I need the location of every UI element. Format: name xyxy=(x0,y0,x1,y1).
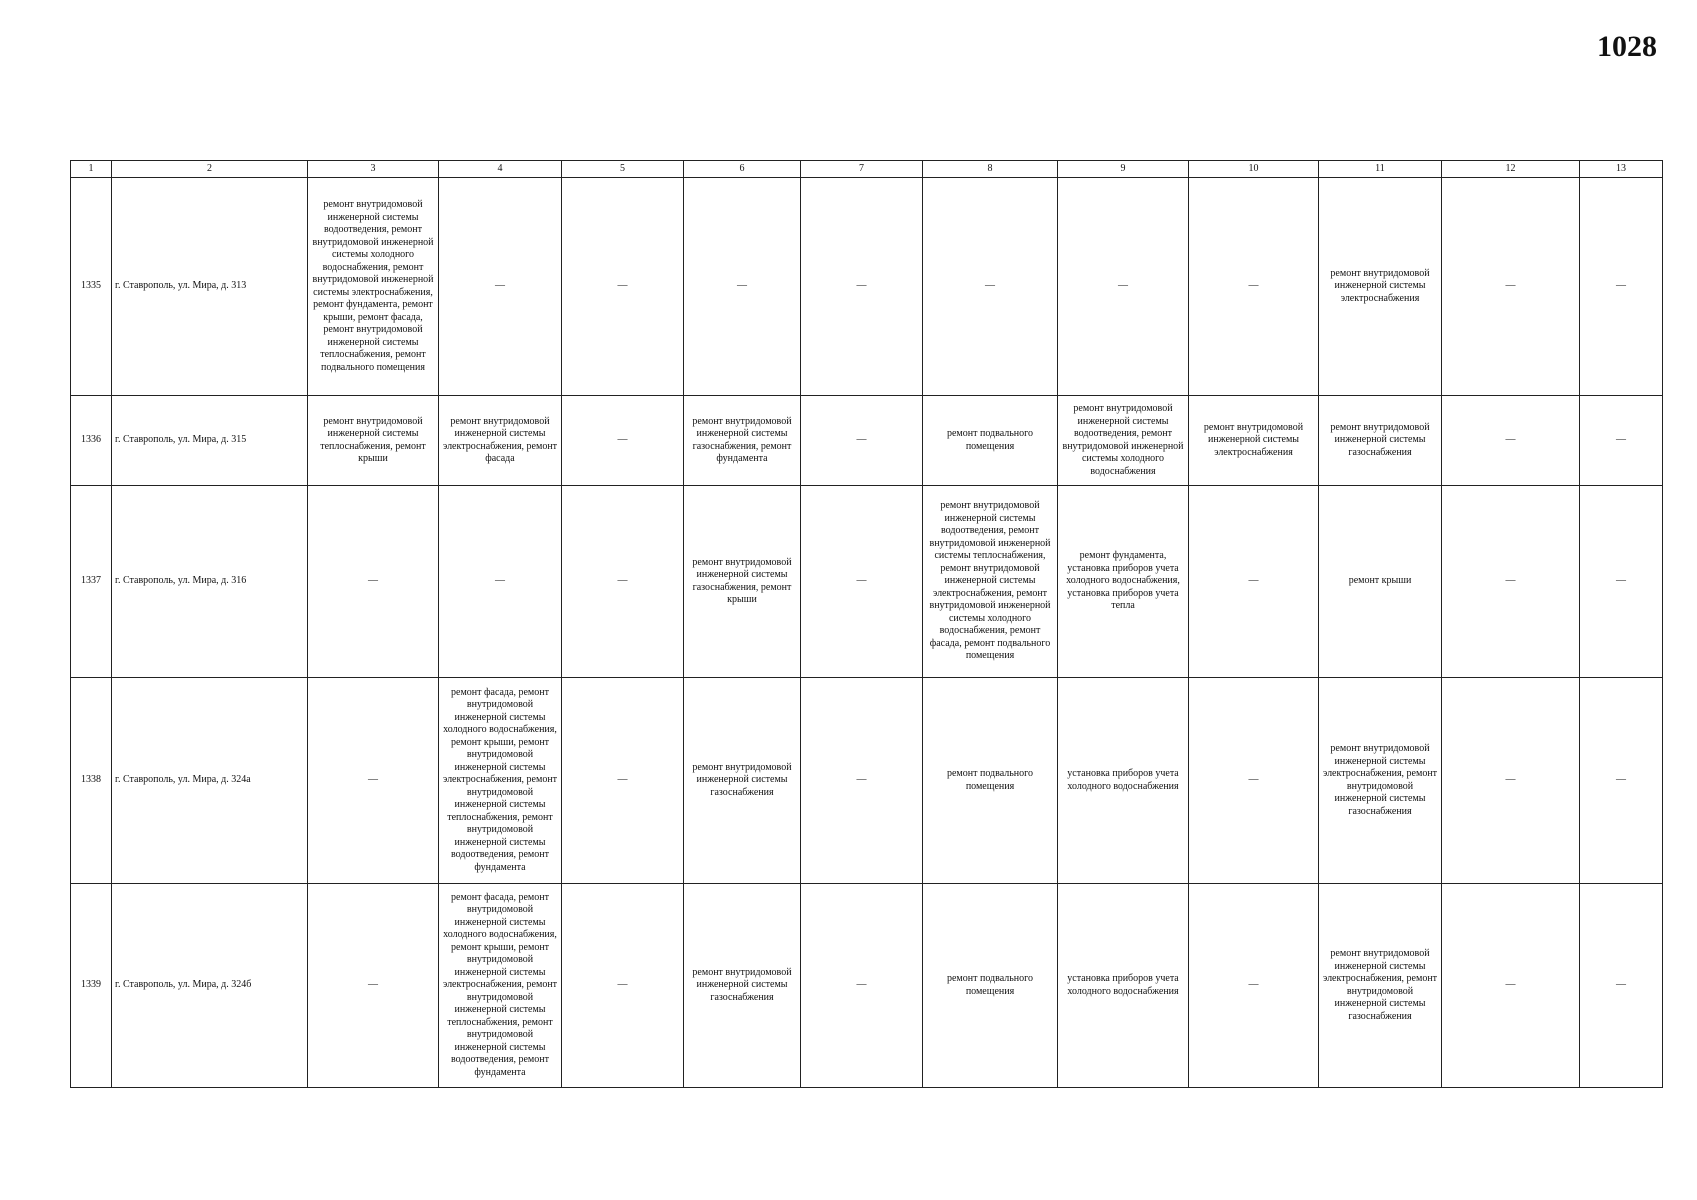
table-cell: ремонт внутридомовой инженерной системы газоснабжения xyxy=(684,678,801,884)
row-number: 1339 xyxy=(71,884,112,1088)
table-row xyxy=(71,884,1663,1088)
table-cell: — xyxy=(439,486,562,678)
table-cell: — xyxy=(562,884,684,1088)
table-cell: ремонт фундамента, установка приборов учета холодного водоснабжения, установка приборов учета тепла xyxy=(1058,486,1189,678)
address-cell: г. Ставрополь, ул. Мира, д. 315 xyxy=(112,396,308,486)
table-cell: ремонт подвального помещения xyxy=(923,884,1058,1088)
column-header: 11 xyxy=(1319,161,1442,178)
table-cell: ремонт внутридомовой инженерной системы водоотведения, ремонт внутридомовой инженерной системы холодного водоснабжения xyxy=(1058,396,1189,486)
table-cell: установка приборов учета холодного водоснабжения xyxy=(1058,678,1189,884)
repair-schedule-table xyxy=(70,160,1663,1088)
table-cell: — xyxy=(1058,178,1189,396)
table-cell: ремонт подвального помещения xyxy=(923,396,1058,486)
column-header: 6 xyxy=(684,161,801,178)
column-header: 12 xyxy=(1442,161,1580,178)
address-cell: г. Ставрополь, ул. Мира, д. 324б xyxy=(112,884,308,1088)
table-cell: — xyxy=(923,178,1058,396)
column-header: 2 xyxy=(112,161,308,178)
table-cell: — xyxy=(801,486,923,678)
table-cell: — xyxy=(1442,486,1580,678)
table-cell: ремонт внутридомовой инженерной системы газоснабжения, ремонт крыши xyxy=(684,486,801,678)
table-cell: ремонт внутридомовой инженерной системы электроснабжения, ремонт внутридомовой инженерной системы газоснабжения xyxy=(1319,884,1442,1088)
table-cell: ремонт подвального помещения xyxy=(923,678,1058,884)
column-header: 9 xyxy=(1058,161,1189,178)
table-cell: — xyxy=(308,884,439,1088)
column-header: 1 xyxy=(71,161,112,178)
table-cell: ремонт внутридомовой инженерной системы водоотведения, ремонт внутридомовой инженерной системы теплоснабжения, ремонт внутридомовой инженерной системы электроснабжения, ремонт внутридомовой инженерной системы холодного водоснабжения, ремонт фасада, ремонт подвального помещения xyxy=(923,486,1058,678)
column-header: 7 xyxy=(801,161,923,178)
column-header: 3 xyxy=(308,161,439,178)
address-cell: г. Ставрополь, ул. Мира, д. 324а xyxy=(112,678,308,884)
table-cell: — xyxy=(562,678,684,884)
table-cell: ремонт фасада, ремонт внутридомовой инженерной системы холодного водоснабжения, ремонт крыши, ремонт внутридомовой инженерной системы электроснабжения, ремонт внутридомовой инженерной системы теплоснабжения, ремонт внутридомовой инженерной системы водоотведения, ремонт фундамента xyxy=(439,884,562,1088)
table-cell: — xyxy=(1442,678,1580,884)
row-number: 1335 xyxy=(71,178,112,396)
row-number: 1336 xyxy=(71,396,112,486)
table-row xyxy=(71,396,1663,486)
table-row xyxy=(71,178,1663,396)
table-cell: ремонт внутридомовой инженерной системы электроснабжения, ремонт фасада xyxy=(439,396,562,486)
table-cell: — xyxy=(562,396,684,486)
column-header: 13 xyxy=(1580,161,1663,178)
table-cell: установка приборов учета холодного водоснабжения xyxy=(1058,884,1189,1088)
table-cell: ремонт внутридомовой инженерной системы теплоснабжения, ремонт крыши xyxy=(308,396,439,486)
table-cell: — xyxy=(1580,178,1663,396)
table-cell: ремонт внутридомовой инженерной системы водоотведения, ремонт внутридомовой инженерной системы холодного водоснабжения, ремонт внутридомовой инженерной системы электроснабжения, ремонт фундамента, ремонт крыши, ремонт фасада, ремонт внутридомовой инженерной системы теплоснабжения, ремонт подвального помещения xyxy=(308,178,439,396)
row-number: 1338 xyxy=(71,678,112,884)
table-cell: ремонт крыши xyxy=(1319,486,1442,678)
column-header: 5 xyxy=(562,161,684,178)
table-cell: — xyxy=(1189,178,1319,396)
table-cell: — xyxy=(801,178,923,396)
table-cell: — xyxy=(1580,884,1663,1088)
table-cell: ремонт внутридомовой инженерной системы электроснабжения xyxy=(1319,178,1442,396)
page-number: 1028 xyxy=(1597,30,1657,63)
table-cell: ремонт внутридомовой инженерной системы электроснабжения, ремонт внутридомовой инженерной системы газоснабжения xyxy=(1319,678,1442,884)
header-row xyxy=(71,161,1663,178)
table-cell: — xyxy=(801,678,923,884)
table-row xyxy=(71,486,1663,678)
table-cell: — xyxy=(1442,884,1580,1088)
table-row xyxy=(71,678,1663,884)
table-cell: — xyxy=(439,178,562,396)
table-cell: — xyxy=(1189,678,1319,884)
table-cell: ремонт фасада, ремонт внутридомовой инженерной системы холодного водоснабжения, ремонт крыши, ремонт внутридомовой инженерной системы электроснабжения, ремонт внутридомовой инженерной системы теплоснабжения, ремонт внутридомовой инженерной системы водоотведения, ремонт фундамента xyxy=(439,678,562,884)
table-cell: — xyxy=(1189,486,1319,678)
table-cell: — xyxy=(308,486,439,678)
table-cell: — xyxy=(801,396,923,486)
table-cell: — xyxy=(1580,678,1663,884)
column-header: 8 xyxy=(923,161,1058,178)
row-number: 1337 xyxy=(71,486,112,678)
table-cell: — xyxy=(1442,178,1580,396)
table-cell: — xyxy=(684,178,801,396)
table-cell: — xyxy=(562,178,684,396)
table-cell: ремонт внутридомовой инженерной системы газоснабжения, ремонт фундамента xyxy=(684,396,801,486)
address-cell: г. Ставрополь, ул. Мира, д. 316 xyxy=(112,486,308,678)
table-cell: — xyxy=(1189,884,1319,1088)
table-cell: ремонт внутридомовой инженерной системы газоснабжения xyxy=(684,884,801,1088)
address-cell: г. Ставрополь, ул. Мира, д. 313 xyxy=(112,178,308,396)
table-cell: — xyxy=(562,486,684,678)
column-header: 4 xyxy=(439,161,562,178)
table-cell: — xyxy=(1442,396,1580,486)
table-cell: ремонт внутридомовой инженерной системы газоснабжения xyxy=(1319,396,1442,486)
table-cell: ремонт внутридомовой инженерной системы электроснабжения xyxy=(1189,396,1319,486)
column-header: 10 xyxy=(1189,161,1319,178)
table-cell: — xyxy=(1580,486,1663,678)
table-cell: — xyxy=(1580,396,1663,486)
table-cell: — xyxy=(308,678,439,884)
table-cell: — xyxy=(801,884,923,1088)
